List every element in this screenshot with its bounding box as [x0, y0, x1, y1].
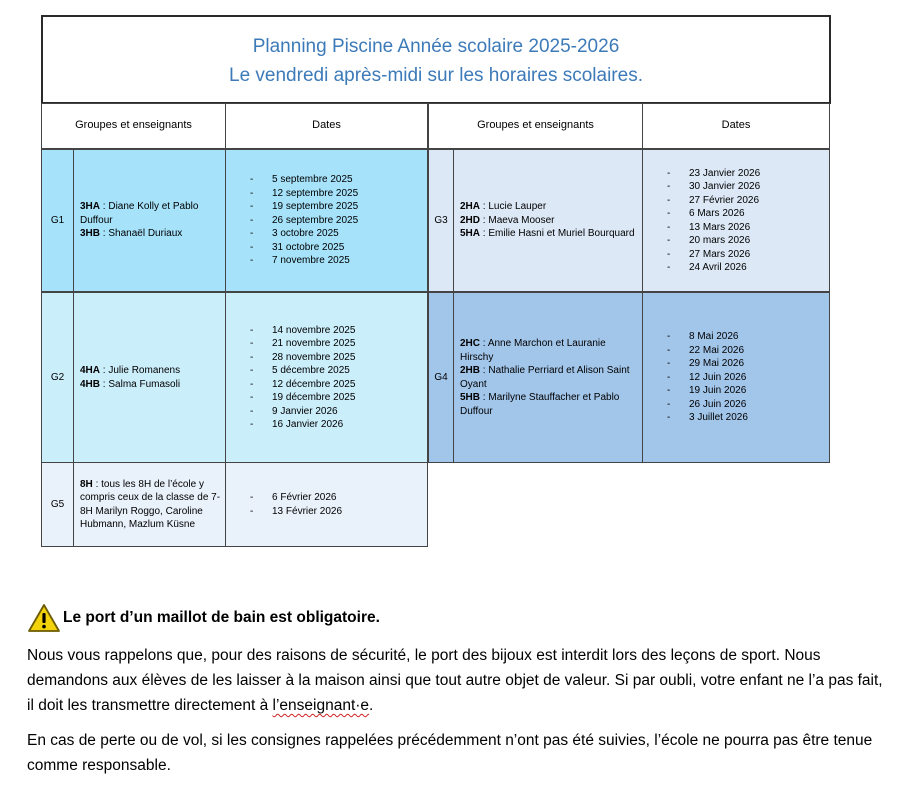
- group-teachers-g5: [73, 462, 226, 547]
- group-id-g2: G2: [41, 292, 74, 463]
- date-item: - 16 Janvier 2026: [250, 418, 355, 432]
- warning-line: [27, 603, 887, 633]
- group-teachers-g1: [73, 149, 226, 292]
- date-item: - 19 septembre 2025: [250, 200, 358, 214]
- date-item: - 28 novembre 2025: [250, 351, 355, 365]
- date-item: - 12 septembre 2025: [250, 187, 358, 201]
- group-teachers-g3: [453, 149, 643, 292]
- header-dates-left: Dates: [225, 103, 428, 149]
- date-item: - 23 Janvier 2026: [667, 167, 760, 181]
- date-item: - 26 septembre 2025: [250, 214, 358, 228]
- date-item: - 6 Mars 2026: [667, 207, 760, 221]
- date-item: - 31 octobre 2025: [250, 241, 358, 255]
- class-line: 5HA : Emilie Hasni et Muriel Bourquard: [460, 228, 635, 240]
- date-item: - 29 Mai 2026: [667, 357, 748, 371]
- group-teachers-g4: [453, 292, 643, 463]
- warning-icon: [27, 603, 61, 633]
- group-id-g1: G1: [41, 149, 74, 292]
- group-dates-g3: [642, 149, 830, 292]
- group-id-g3: G3: [428, 149, 454, 292]
- class-line: 4HB : Salma Fumasoli: [80, 378, 181, 390]
- page-title: Planning Piscine Année scolaire 2025-2026: [252, 36, 620, 57]
- class-line: 2HD : Maeva Mooser: [460, 214, 555, 226]
- date-item: - 3 Juillet 2026: [667, 411, 748, 425]
- date-item: - 21 novembre 2025: [250, 337, 355, 351]
- date-list: [226, 324, 355, 432]
- group-teachers-g2: [73, 292, 226, 463]
- class-line: 2HC : Anne Marchon et Lauranie Hirschy: [460, 338, 606, 363]
- spellcheck-flagged-word: l’enseignant·e: [272, 697, 370, 714]
- date-item: - 13 Février 2026: [250, 505, 342, 519]
- date-item: - 24 Avril 2026: [667, 261, 760, 275]
- date-list: [643, 330, 748, 425]
- group-id-g4: G4: [428, 292, 454, 463]
- class-line: 5HB : Marilyne Stauffacher et Pablo Duffour: [460, 392, 620, 417]
- title-box: [41, 15, 831, 104]
- date-item: - 12 décembre 2025: [250, 378, 355, 392]
- date-item: - 14 novembre 2025: [250, 324, 355, 338]
- date-list: [226, 491, 342, 518]
- date-item: - 27 Mars 2026: [667, 248, 760, 262]
- date-item: - 19 Juin 2026: [667, 384, 748, 398]
- warning-text: Le port d’un maillot de bain est obligatoire.: [63, 609, 380, 626]
- date-item: - 9 Janvier 2026: [250, 405, 355, 419]
- class-line: 2HA : Lucie Lauper: [460, 201, 547, 213]
- header-dates-right: Dates: [642, 103, 830, 149]
- class-line: 2HB : Nathalie Perriard et Alison Saint Oyant: [460, 365, 630, 390]
- date-item: - 22 Mai 2026: [667, 344, 748, 358]
- date-item: - 3 octobre 2025: [250, 227, 358, 241]
- page-subtitle: Le vendredi après-midi sur les horaires scolaires.: [229, 65, 643, 86]
- class-line: 4HA : Julie Romanens: [80, 365, 181, 376]
- class-line: 8H : tous les 8H de l’école y compris ceux de la classe de 7-8H Marilyn Roggo, Caroline Hubmann, Mazlum Küsne: [80, 478, 221, 530]
- schedule-sheet: [41, 15, 831, 547]
- date-list: [226, 173, 358, 268]
- date-item: - 30 Janvier 2026: [667, 180, 760, 194]
- date-list: [643, 167, 760, 275]
- date-item: - 13 Mars 2026: [667, 221, 760, 235]
- group-id-g5: G5: [41, 462, 74, 547]
- jewelry-paragraph: Nous vous rappelons que, pour des raisons de sécurité, le port des bijoux est interdit lors des leçons de sport. Nous demandons aux élèves de les laisser à la maison ainsi que tout autre objet de valeur. Si par oubli, votre enfant ne l’a pas fait, il doit les transmettre directement à l’enseignant·e.: [27, 647, 883, 714]
- group-dates-g1: [225, 149, 428, 292]
- date-item: - 7 novembre 2025: [250, 254, 358, 268]
- group-dates-g5: [225, 462, 428, 547]
- class-line: 3HB : Shanaël Duriaux: [80, 228, 183, 240]
- date-item: - 5 septembre 2025: [250, 173, 358, 187]
- notice-section: [27, 603, 887, 778]
- header-groups-left: Groupes et enseignants: [41, 103, 226, 149]
- date-item: - 5 décembre 2025: [250, 364, 355, 378]
- class-line: 3HA : Diane Kolly et Pablo Duffour: [80, 201, 199, 226]
- date-item: - 12 Juin 2026: [667, 371, 748, 385]
- date-item: - 8 Mai 2026: [667, 330, 748, 344]
- liability-paragraph: En cas de perte ou de vol, si les consignes rappelées précédemment n’ont pas été suivies, l’école ne pourra pas être tenue comme responsable.: [27, 732, 873, 774]
- group-dates-g4: [642, 292, 830, 463]
- group-dates-g2: [225, 292, 428, 463]
- date-item: - 27 Février 2026: [667, 194, 760, 208]
- date-item: - 19 décembre 2025: [250, 391, 355, 405]
- header-groups-right: Groupes et enseignants: [428, 103, 643, 149]
- date-item: - 6 Février 2026: [250, 491, 342, 505]
- date-item: - 26 Juin 2026: [667, 398, 748, 412]
- date-item: - 20 mars 2026: [667, 234, 760, 248]
